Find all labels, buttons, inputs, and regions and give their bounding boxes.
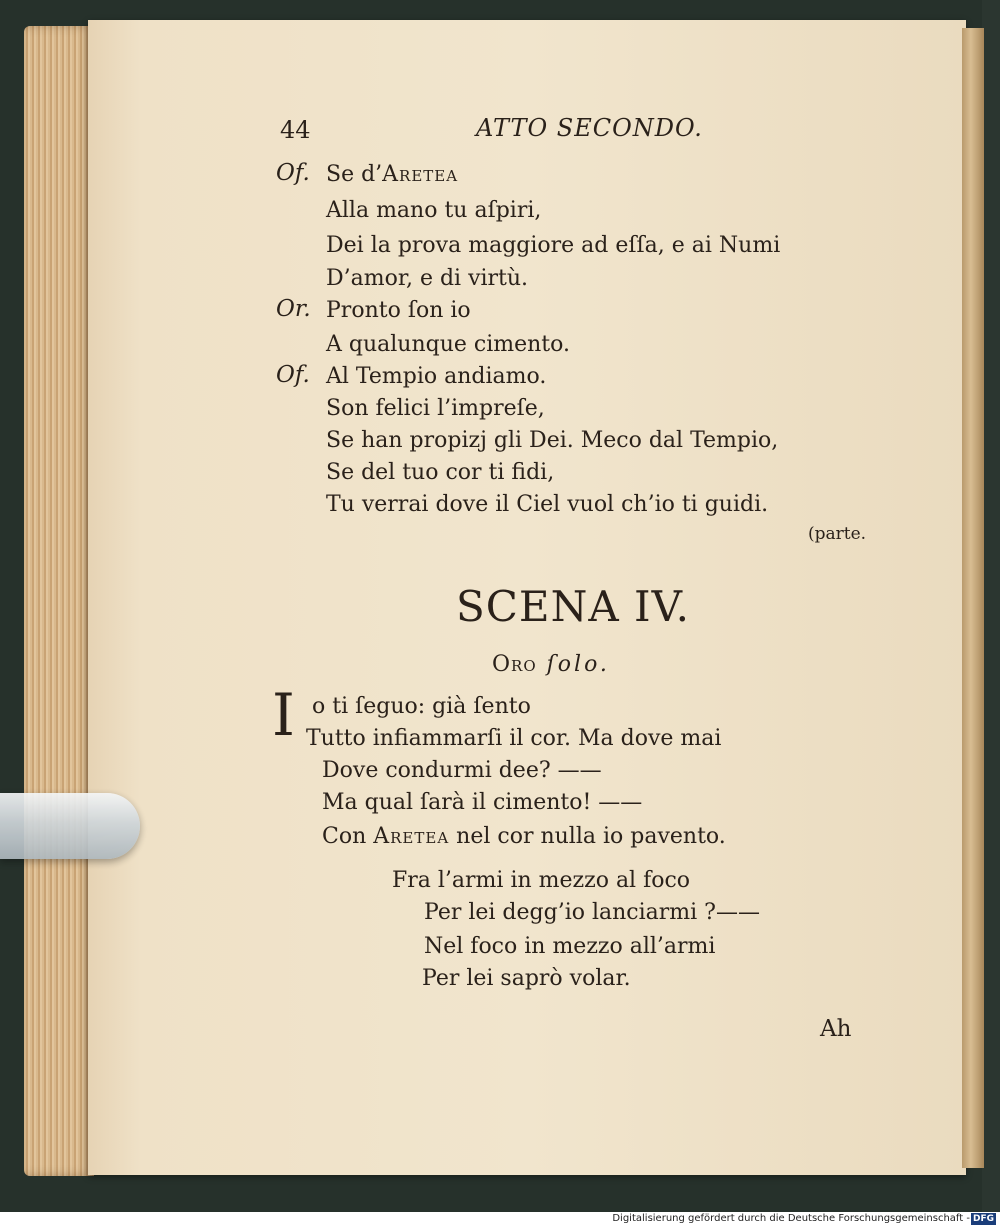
verse-line: Tutto infiammarſi il cor. Ma dove mai [306, 726, 722, 751]
page-number: 44 [280, 116, 311, 144]
character-name: Aretea [382, 162, 459, 187]
aria-line: Nel foco in mezzo all’armi [424, 934, 716, 959]
verse-line: A qualunque cimento. [326, 332, 570, 357]
book-page-stack [24, 26, 94, 1176]
speaker-label: Or. [276, 296, 311, 322]
aria-line: Fra l’armi in mezzo al foco [392, 868, 691, 893]
verse-line: Al Tempio andiamo. [326, 364, 547, 389]
page-clip [0, 793, 140, 859]
verse-line: Se han propizj gli Dei. Meco dal Tempio, [326, 428, 779, 453]
verse-line: Son felici l’impreſe, [326, 396, 545, 421]
facing-page-edge [962, 28, 984, 1168]
running-head: ATTO SECONDO. [476, 114, 703, 142]
right-margin-shadow [982, 0, 1000, 1212]
speaker-label: Of. [276, 362, 310, 388]
verse-line: Se del tuo cor ti fidi, [326, 460, 555, 485]
verse-line: Con Aretea nel cor nulla io pavento. [322, 824, 726, 849]
footer-credit: Digitalisierung gefördert durch die Deutsche Forschungsgemeinschaft - [0, 1212, 1000, 1226]
verse-line: Se d’Aretea [326, 162, 459, 187]
aria-line: Per lei saprò volar. [422, 966, 631, 991]
verse-line: D’amor, e di virtù. [326, 266, 529, 291]
verse-line: Pronto ſon io [326, 298, 471, 323]
verse-line: o ti ſeguo: già ſento [312, 694, 531, 719]
aria-line: Per lei degg’io lanciarmi ?—— [424, 900, 760, 925]
stage-direction: (parte. [808, 524, 867, 544]
verse-line: Dei la prova maggiore ad eſſa, e ai Numi [326, 233, 781, 258]
solo-label: ſolo. [546, 652, 610, 677]
character-name: Oro [492, 652, 537, 677]
character-name: Aretea [373, 824, 450, 849]
verse-line: Alla mano tu aſpiri, [326, 198, 542, 223]
verse-line: Tu verrai dove il Ciel vuol ch’io ti guidi. [326, 492, 769, 517]
verse-line: Dove condurmi dee? —— [322, 758, 602, 783]
scene-character-line [492, 652, 610, 677]
verse-line: Ma qual ſarà il cimento! —— [322, 790, 643, 815]
drop-cap: I [272, 681, 295, 749]
catchword: Ah [820, 1016, 852, 1042]
speaker-label: Of. [276, 160, 310, 186]
dfg-logo: DFG [972, 1214, 994, 1224]
scene-heading: SCENA IV. [456, 582, 690, 631]
